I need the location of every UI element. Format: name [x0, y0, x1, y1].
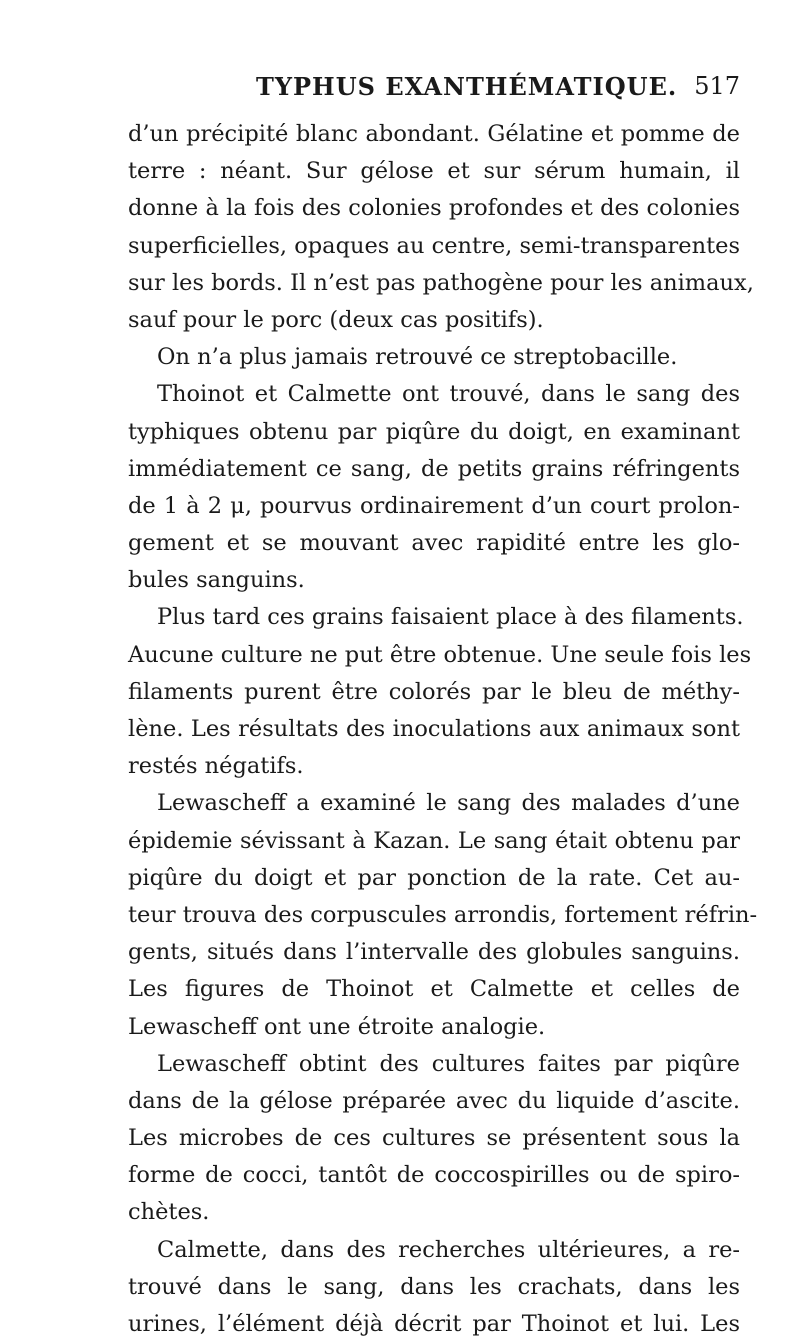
body-text: [128, 116, 758, 1343]
text-line: lène. Les résultats des inoculations aux animaux sont: [128, 716, 740, 742]
paragraph-start: Calmette, dans des recherches ultérieures, a re-: [157, 1236, 740, 1263]
text-line: restés négatifs.: [128, 753, 304, 780]
text-line: terre : néant. Sur gélose et sur sérum humain, il: [128, 158, 740, 185]
text-line: typhiques obtenu par piqûre du doigt, en examinant: [128, 418, 740, 445]
paragraph-start: Plus tard ces grains faisaient place à des filaments.: [157, 604, 744, 631]
text-line: d’un précipité blanc abondant. Gélatine et pomme de: [128, 121, 740, 147]
text-line: superficielles, opaques au centre, semi-transparentes: [128, 232, 740, 259]
text-line: Lewascheff ont une étroite analogie.: [128, 1013, 546, 1040]
text-line: gement et se mouvant avec rapidité entre les glo-: [128, 530, 740, 557]
running-title: TYPHUS EXANTHÉMATIQUE.: [256, 72, 678, 101]
text-line: piqûre du doigt et par ponction de la rate. Cet au-: [128, 864, 740, 891]
text-line: sur les bords. Il n’est pas pathogène pour les animaux,: [128, 269, 754, 296]
text-line: Aucune culture ne put être obtenue. Une seule fois les: [128, 641, 752, 668]
text-line: urines, l’élément déjà décrit par Thoinot et lui. Les: [128, 1311, 740, 1337]
text-line: dans de la gélose préparée avec du liquide d’ascite.: [128, 1087, 740, 1114]
text-line: Les figures de Thoinot et Calmette et celles de: [128, 976, 740, 1003]
text-line: gents, situés dans l’intervalle des globules sanguins.: [128, 939, 740, 966]
text-line: de 1 à 2 μ, pourvus ordinairement d’un court prolon-: [128, 492, 740, 519]
text-line: bules sanguins.: [128, 567, 305, 594]
paragraph-start: Thoinot et Calmette ont trouvé, dans le sang des: [157, 381, 740, 408]
text-line: teur trouva des corpuscules arrondis, fortement réfrin-: [128, 901, 758, 928]
page-number: 517: [694, 72, 740, 100]
text-line: Les microbes de ces cultures se présentent sous la: [128, 1125, 740, 1152]
paragraph-start: On n’a plus jamais retrouvé ce streptobacille.: [157, 344, 678, 371]
text-line: épidemie sévissant à Kazan. Le sang était obtenu par: [128, 827, 740, 854]
paragraph-start: Lewascheff a examiné le sang des malades d’une: [157, 790, 740, 817]
text-line: filaments purent être colorés par le bleu de méthy-: [128, 678, 740, 705]
text-line: chètes.: [128, 1199, 210, 1226]
text-line: forme de cocci, tantôt de coccospirilles ou de spiro-: [128, 1162, 740, 1189]
text-line: sauf pour le porc (deux cas positifs).: [128, 306, 544, 333]
text-line: donne à la fois des colonies profondes et des colonies: [128, 195, 740, 222]
text-line: trouvé dans le sang, dans les crachats, dans les: [128, 1273, 740, 1300]
text-line: immédiatement ce sang, de petits grains réfringents: [128, 455, 740, 482]
paragraph-start: Lewascheff obtint des cultures faites par piqûre: [157, 1050, 740, 1077]
running-head: [118, 72, 740, 108]
